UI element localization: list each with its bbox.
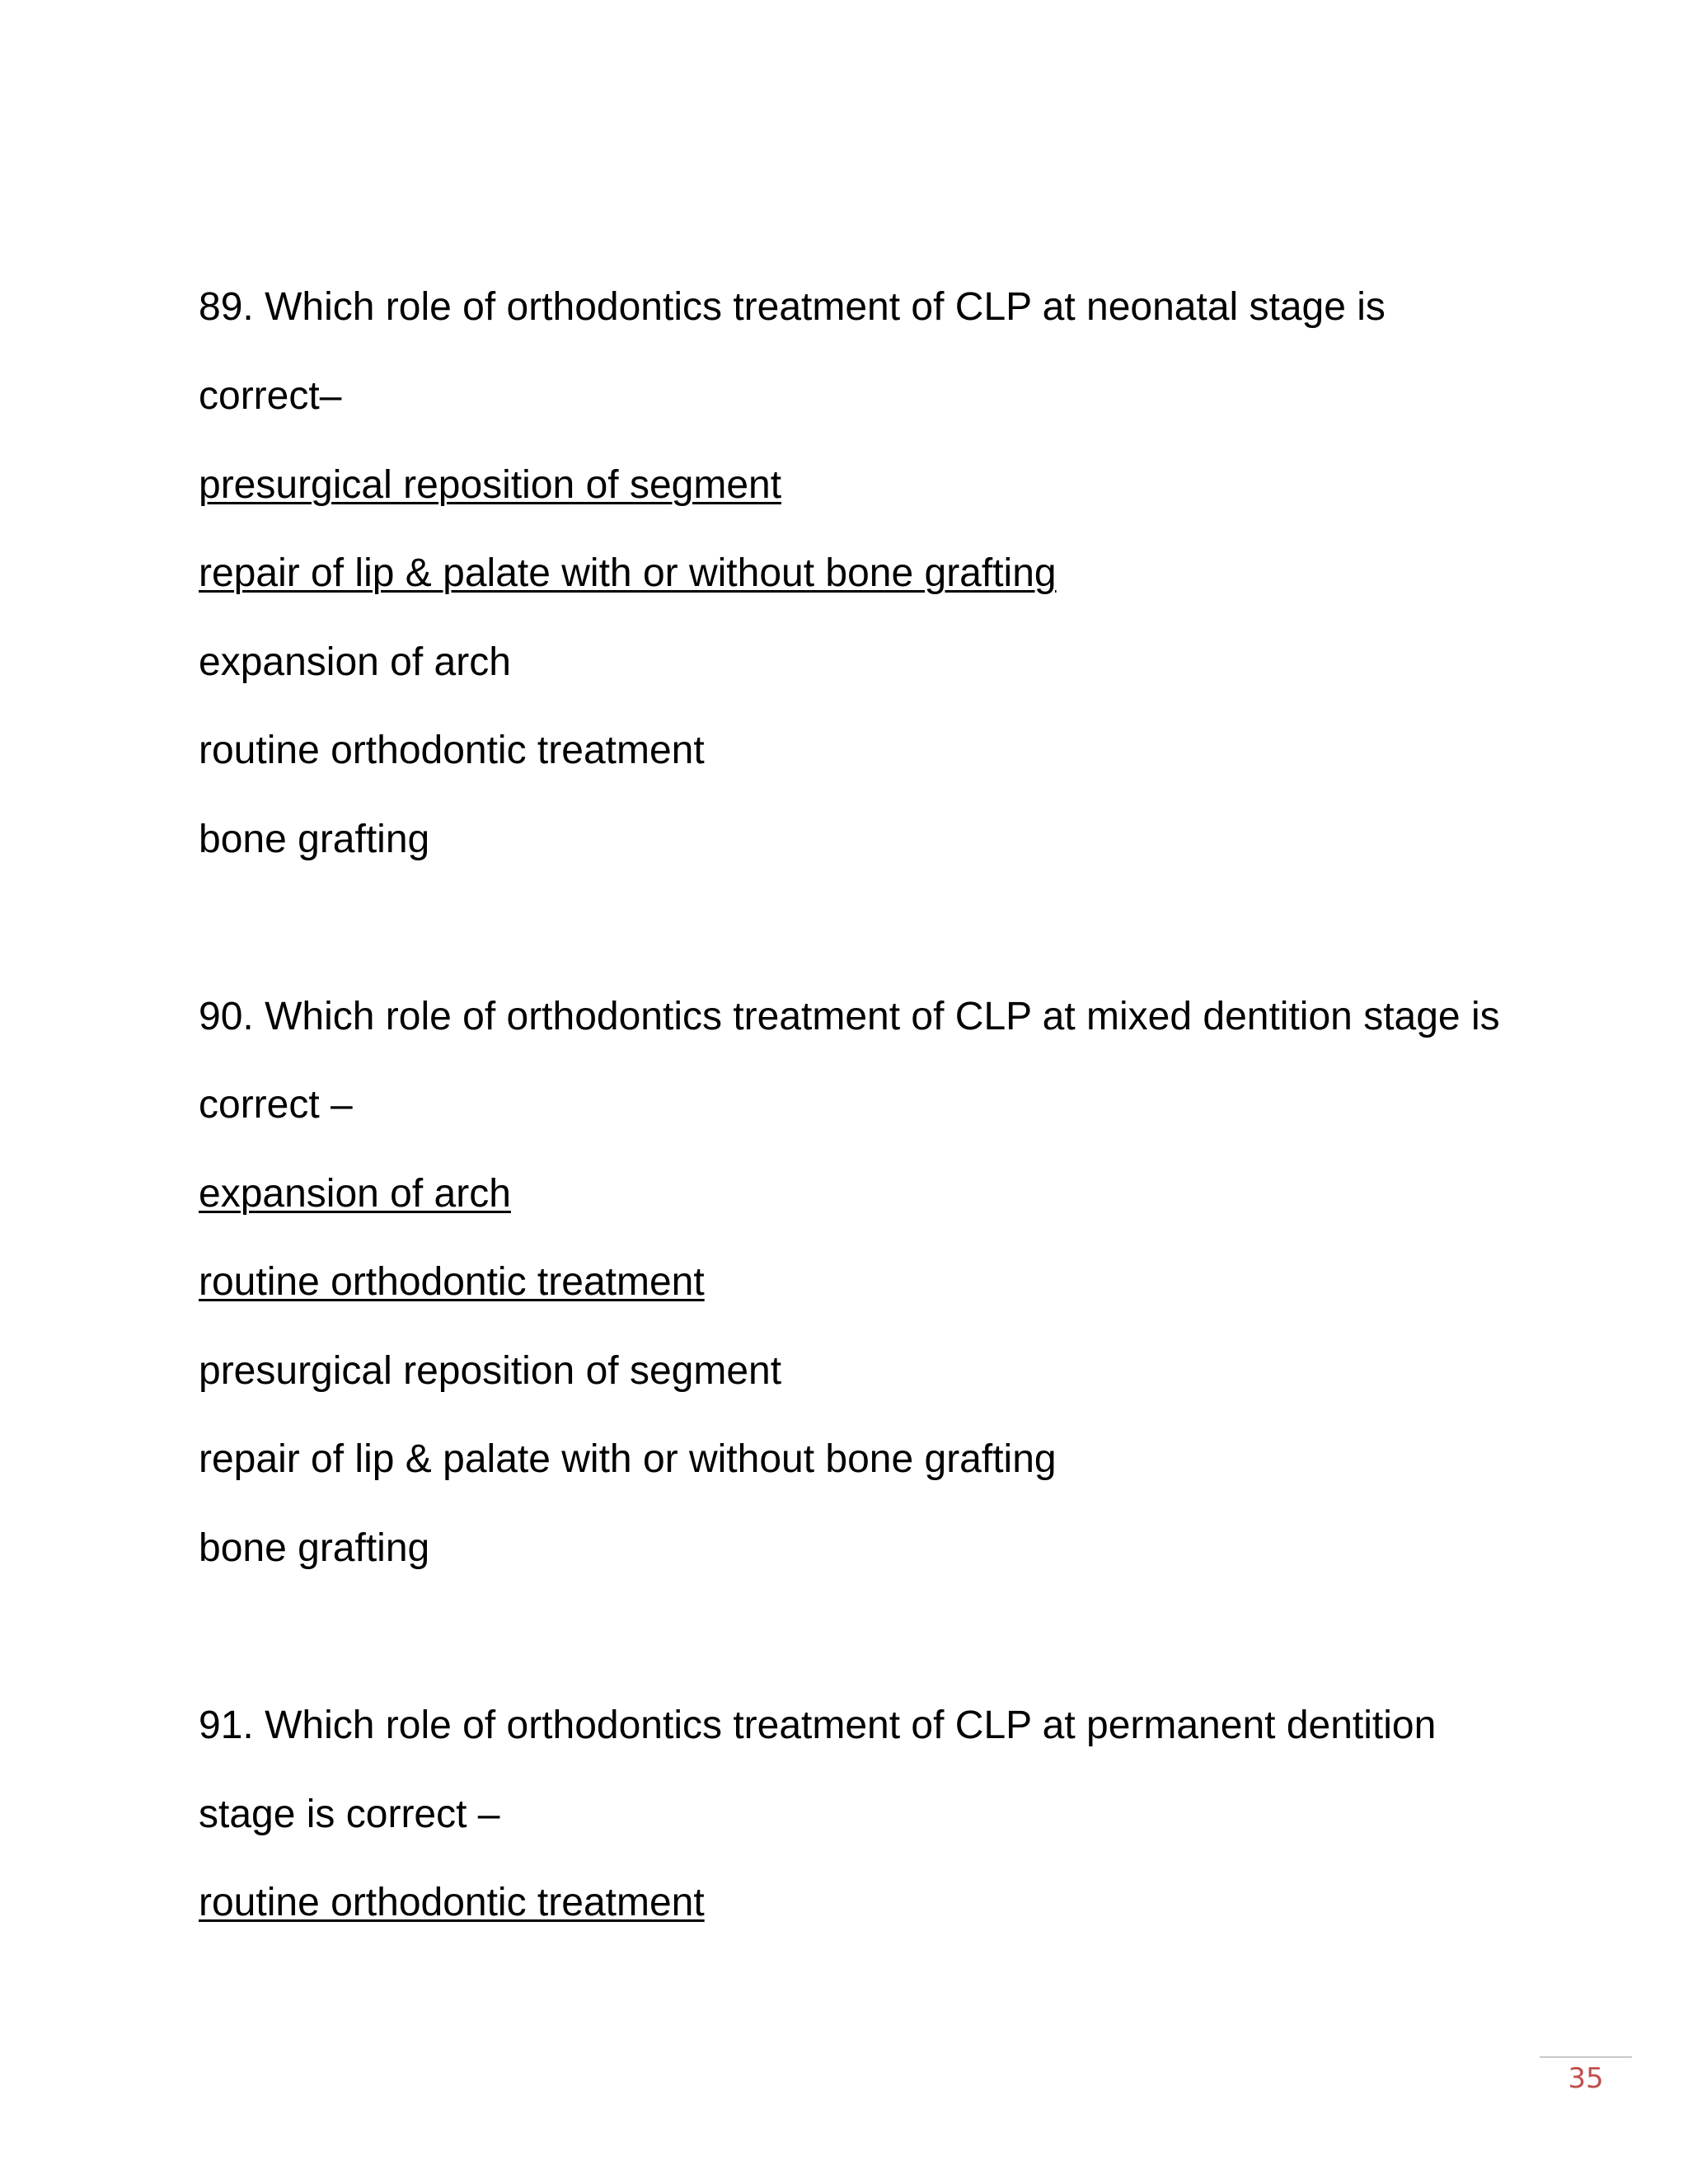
question-90-option-1: expansion of arch: [199, 1172, 511, 1216]
question-90-option-2: routine orthodontic treatment: [199, 1260, 705, 1304]
question-89-option-3: expansion of arch: [199, 640, 511, 684]
question-90-option-3: presurgical reposition of segment: [199, 1349, 782, 1393]
question-91-option-1: routine orthodontic treatment: [199, 1881, 705, 1924]
question-89-text-line-2: correct–: [199, 374, 342, 418]
question-89-option-2: repair of lip & palate with or without bone grafting: [199, 551, 1057, 595]
footer-divider: [1540, 2056, 1632, 2058]
question-89-text-line-1: 89. Which role of orthodontics treatment of CLP at neonatal stage is: [199, 285, 1386, 329]
question-89-option-4: routine orthodontic treatment: [199, 729, 705, 772]
question-90-text-line-1: 90. Which role of orthodontics treatment of CLP at mixed dentition stage is: [199, 995, 1500, 1038]
question-90-text-line-2: correct –: [199, 1083, 353, 1127]
question-91-text-line-2: stage is correct –: [199, 1793, 500, 1836]
question-90-option-4: repair of lip & palate with or without bone grafting: [199, 1437, 1057, 1481]
question-89-option-1: presurgical reposition of segment: [199, 463, 782, 507]
question-89-option-5: bone grafting: [199, 818, 430, 861]
page-number: 35: [1568, 2062, 1604, 2095]
question-91-text-line-1: 91. Which role of orthodontics treatment of CLP at permanent dentition: [199, 1704, 1437, 1747]
question-90-option-5: bone grafting: [199, 1526, 430, 1570]
